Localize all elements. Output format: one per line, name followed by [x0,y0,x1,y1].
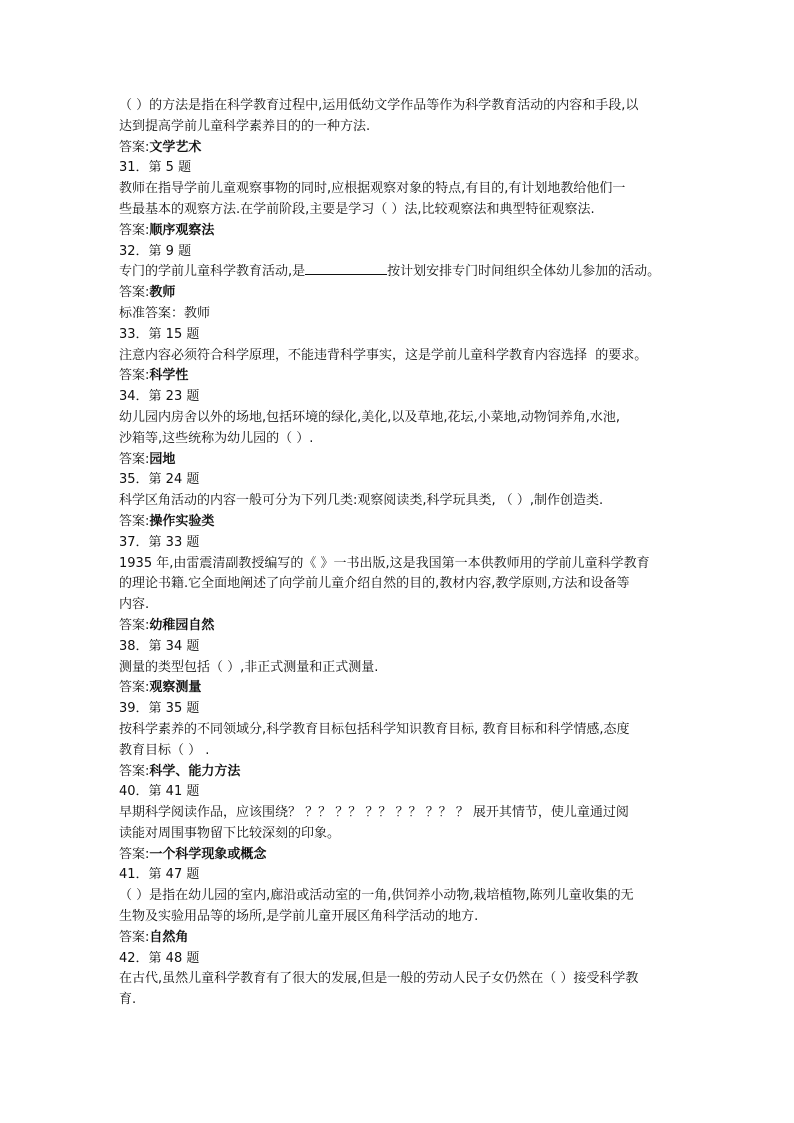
answer-line [119,762,694,783]
answer-value: 观察测量 [149,680,202,696]
answer-label: 答案: [119,451,150,467]
answer-label: 答案: [119,929,150,945]
text-line: 在古代,虽然儿童科学教育有了很大的发展,但是一般的劳动人民子女仍然在（ ）接受科学教 [119,971,639,987]
answer-label: 答案: [119,285,150,301]
text-line: 35．第 24 题 [119,472,200,488]
text-line: 33．第 15 题 [119,326,200,342]
text-line: 42．第 48 题 [119,950,200,966]
answer-value: 自然角 [149,929,189,945]
text-before-blank: 专门的学前儿童科学教育活动,是 [119,264,306,280]
answer-line [119,845,694,866]
text-line: 沙箱等,这些统称为幼儿园的（ ）. [119,430,314,446]
answer-value: 操作实验类 [149,513,215,529]
text-line: 内容. [119,597,150,613]
fill-blank-line [119,262,694,283]
answer-label: 答案: [119,617,150,633]
answer-line [119,283,694,304]
document-page [119,96,694,1011]
text-line: 38．第 34 题 [119,638,200,654]
text-line: 注意内容必须符合科学原理，不能违背科学事实，这是学前儿童科学教育内容选择 的要求。 [119,347,648,363]
text-line: 读能对周围事物留下比较深刻的印象。 [119,825,341,841]
answer-value: 园地 [149,451,176,467]
answer-label: 答案: [119,680,150,696]
answer-line [119,366,694,387]
blank-underline [305,263,387,275]
text-line: 34．第 23 题 [119,389,200,405]
answer-line [119,138,694,159]
answer-line [119,616,694,637]
text-line: 达到提高学前儿童科学素养目的的一种方法. [119,118,371,134]
text-line: 些最基本的观察方法.在学前阶段,主要是学习（ ）法,比较观察法和典型特征观察法. [119,201,595,217]
text-line: 40．第 41 题 [119,784,200,800]
text-line: 幼儿园内房舍以外的场地,包括环境的绿化,美化,以及草地,花坛,小菜地,动物饲养角,水池, [119,409,621,425]
text-line: 的理论书籍.它全面地阐述了向学前儿童介绍自然的目的,教材内容,教学原则,方法和设备等 [119,576,630,592]
answer-line [119,678,694,699]
text-line: 31．第 5 题 [119,160,192,176]
text-line: （ ）的方法是指在科学教育过程中,运用低幼文学作品等作为科学教育活动的内容和手段,以 [119,98,639,113]
text-line: （ ）是指在幼儿园的室内,廊沿或活动室的一角,供饲养小动物,栽培植物,陈列儿童收集的无 [119,888,634,904]
text-line: 41．第 47 题 [119,867,200,883]
text-line: 37．第 33 题 [119,534,200,550]
answer-label: 答案: [119,513,150,529]
answer-label: 答案: [119,222,150,238]
answer-line [119,450,694,471]
answer-line [119,928,694,949]
text-line: 早期科学阅读作品，应该围绕？ ？？ ？？ ？？ ？？ ？？ ？ 展开其情节，使儿童通过阅 [119,805,629,821]
text-line: 科学区角活动的内容一般可分为下列几类:观察阅读类,科学玩具类, （ ）,制作创造类. [119,493,604,509]
text-line: 32．第 9 题 [119,243,192,259]
answer-label: 答案: [119,368,150,384]
text-line: 育. [119,992,137,1008]
answer-label: 答案: [119,763,150,779]
answer-value: 科学性 [149,368,189,384]
answer-label: 答案: [119,846,150,862]
answer-value: 幼稚园自然 [149,617,215,633]
answer-value: 文学艺术 [149,139,202,155]
answer-line [119,512,694,533]
answer-line [119,221,694,242]
text-line: 教师在指导学前儿童观察事物的同时,应根据观察对象的特点,有目的,有计划地教给他们一 [119,181,626,197]
text-line: 按科学素养的不同领域分,科学教育目标包括科学知识教育目标, 教育目标和科学情感,态度 [119,721,630,737]
answer-label: 答案: [119,139,150,155]
text-line: 教育目标（ ） . [119,742,210,758]
text-line: 测量的类型包括（ ）,非正式测量和正式测量. [119,659,379,675]
answer-value: 科学、能力方法 [149,763,241,779]
answer-value: 教师 [149,285,176,301]
text-line: 1935 年,由雷震清副教授编写的《 》一书出版,这是我国第一本供教师用的学前儿童科学教育 [119,555,650,571]
text-line: 标准答案：教师 [119,305,211,321]
answer-value: 顺序观察法 [149,222,215,238]
text-after-blank: 按计划安排专门时间组织全体幼儿参加的活动。 [387,264,661,280]
answer-value: 一个科学现象或概念 [149,846,267,862]
text-line: 生物及实验用品等的场所,是学前儿童开展区角科学活动的地方. [119,909,479,925]
text-line: 39．第 35 题 [119,701,200,717]
